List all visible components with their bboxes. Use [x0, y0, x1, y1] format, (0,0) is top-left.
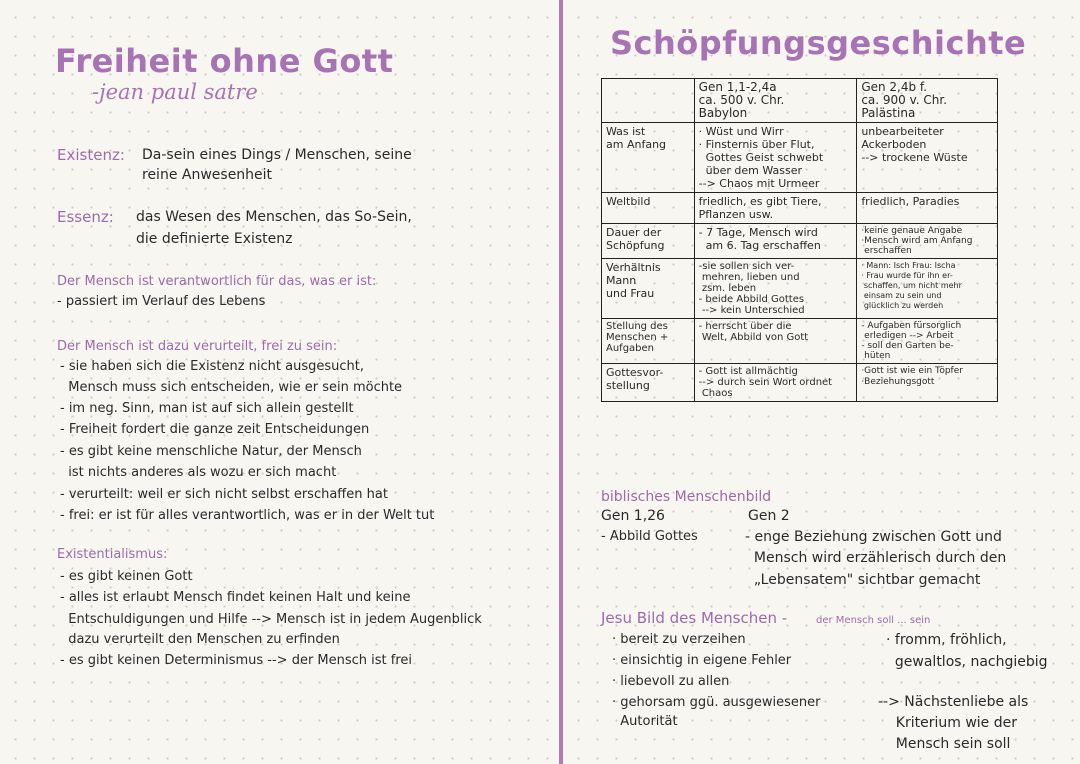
cell-line: - Gott ist allmächtig: [698, 366, 798, 377]
cell-line: - soll den Garten be-: [861, 341, 954, 351]
cell-line: hüten: [861, 351, 891, 361]
row-cell-gen1: [694, 319, 857, 364]
label-line: Weltbild: [606, 195, 651, 208]
cell-line: - beide Abbild Gottes: [698, 294, 805, 305]
menschenbild-heading: biblisches Menschenbild: [601, 489, 772, 505]
label-line: und Frau: [606, 287, 655, 300]
row-cell-gen2: [857, 364, 998, 402]
cell-line: ·keine genaue Angabe: [861, 226, 963, 236]
cell-line: · Finsternis über Flut,: [698, 138, 815, 151]
cell-line: --> Chaos mit Urmeer: [698, 177, 820, 190]
cell-line: zsm. leben: [698, 283, 757, 294]
row-label: [602, 123, 695, 193]
table-row: [602, 193, 998, 224]
cell-line: Welt, Abbild von Gott: [698, 332, 809, 343]
table-header-gen2: [857, 79, 998, 123]
naechstenliebe-line: Mensch sein soll: [878, 736, 1011, 752]
existenz-label: Existenz:: [57, 146, 125, 164]
verantwortlich-heading: Der Mensch ist verantwortlich für das, was er ist:: [57, 274, 377, 289]
existenz-line-1: Da-sein eines Dings / Menschen, seine: [142, 147, 412, 163]
cell-line: friedlich, Paradies: [861, 195, 960, 208]
row-cell-gen2: [857, 259, 998, 319]
label-line: Menschen +: [606, 332, 669, 343]
jesu-heading: Jesu Bild des Menschen -: [601, 609, 788, 627]
verurteilt-item: - frei: er ist für alles verantwortlich, was er in der Welt tut: [60, 508, 435, 523]
row-label: [602, 224, 695, 259]
row-cell-gen2: [857, 224, 998, 259]
jesu-left-item: · gehorsam ggü. ausgewiesener: [612, 695, 821, 710]
gen2-line: „Lebensatem" sichtbar gemacht: [745, 572, 981, 588]
jesu-right-item: gewaltlos, nachgiebig: [886, 654, 1048, 670]
cell-line: glücklich zu werden: [861, 301, 944, 310]
abbild-text: - Abbild Gottes: [601, 529, 698, 544]
row-label: [602, 364, 695, 402]
cell-line: friedlich, es gibt Tiere,: [698, 195, 822, 208]
table-row: [602, 259, 998, 319]
existentialismus-heading: Existentialismus:: [57, 547, 168, 562]
cell-line: erledigen --> Arbeit: [861, 331, 954, 341]
left-subtitle: -jean paul satre: [92, 80, 258, 104]
notebook-spine: [559, 0, 563, 764]
row-cell-gen1: [694, 224, 857, 259]
header-line: Babylon: [698, 106, 748, 120]
cell-line: ·Beziehungsgott: [861, 377, 935, 387]
header-line: Palästina: [861, 106, 916, 120]
cell-line: --> kein Unterschied: [698, 305, 805, 316]
table-row: [602, 319, 998, 364]
row-label: [602, 193, 695, 224]
cell-line: - 7 Tage, Mensch wird: [698, 226, 818, 239]
row-label: [602, 259, 695, 319]
verurteilt-heading: Der Mensch ist dazu verurteilt, frei zu sein:: [57, 339, 338, 354]
row-cell-gen2: [857, 123, 998, 193]
cell-line: mehren, lieben und: [698, 272, 800, 283]
essenz-label: Essenz:: [57, 208, 114, 226]
creation-comparison-table: [601, 78, 998, 402]
cell-line: erschaffen: [861, 246, 912, 256]
cell-line: Pflanzen usw.: [698, 208, 774, 221]
cell-line: --> durch sein Wort ordnet: [698, 377, 833, 388]
jesu-left-item: · bereit zu verzeihen: [612, 632, 746, 647]
cell-line: - Aufgaben fürsorglich: [861, 321, 962, 331]
verurteilt-item: ist nichts anderes als wozu er sich macht: [60, 465, 337, 480]
label-line: Verhältnis: [606, 261, 661, 274]
verurteilt-item: - verurteilt: weil er sich nicht selbst erschaffen hat: [60, 487, 388, 502]
cell-line: über dem Wasser: [698, 164, 803, 177]
cell-line: --> trockene Wüste: [861, 151, 968, 164]
table-header-empty: [602, 79, 695, 123]
table-header-row: [602, 79, 998, 123]
verurteilt-item: Mensch muss sich entscheiden, wie er sein möchte: [60, 380, 403, 395]
header-line: Gen 2,4b f.: [861, 80, 928, 94]
cell-line: · Wüst und Wirr: [698, 125, 784, 138]
cell-line: unbearbeiteter: [861, 125, 944, 138]
label-line: Aufgaben: [606, 343, 655, 354]
gen2-line: - enge Beziehung zwischen Gott und: [745, 529, 1002, 545]
existenz-line-2: reine Anwesenheit: [142, 167, 273, 183]
existentialismus-item: Entschuldigungen und Hilfe --> Mensch ist in jedem Augenblick: [60, 612, 482, 627]
header-line: ca. 900 v. Chr.: [861, 93, 948, 107]
jesu-left-item: · einsichtig in eigene Fehler: [612, 653, 792, 668]
row-cell-gen2: [857, 319, 998, 364]
jesu-left-item: · liebevoll zu allen: [612, 674, 730, 689]
existentialismus-item: - alles ist erlaubt Mensch findet keinen Halt und keine: [60, 590, 411, 605]
label-line: am Anfang: [606, 138, 667, 151]
right-title: Schöpfungsgeschichte: [610, 24, 1027, 62]
row-cell-gen1: [694, 193, 857, 224]
row-cell-gen1: [694, 259, 857, 319]
label-line: stellung: [606, 379, 650, 392]
cell-line: ·Mensch wird am Anfang: [861, 236, 973, 246]
cell-line: am 6. Tag erschaffen: [698, 239, 821, 252]
header-line: Gen 1,1-2,4a: [698, 80, 777, 94]
left-title: Freiheit ohne Gott: [55, 42, 394, 80]
naechstenliebe-line: Kriterium wie der: [878, 715, 1017, 731]
existentialismus-item: - es gibt keinen Determinismus --> der Mensch ist frei: [60, 653, 413, 668]
existentialismus-item: dazu verurteilt den Menschen zu erfinden: [60, 632, 340, 647]
verurteilt-item: - im neg. Sinn, man ist auf sich allein gestellt: [60, 401, 354, 416]
row-label: [602, 319, 695, 364]
cell-line: einsam zu sein und: [861, 291, 942, 300]
label-line: Dauer der: [606, 226, 662, 239]
label-line: Stellung des: [606, 321, 668, 332]
verurteilt-item: - es gibt keine menschliche Natur, der Mensch: [60, 444, 362, 459]
gen126-label: Gen 1,26: [601, 508, 665, 524]
label-line: Was ist: [606, 125, 646, 138]
cell-line: schaffen, um nicht mehr: [861, 281, 962, 290]
cell-line: Gottes Geist schwebt: [698, 151, 824, 164]
table-row: [602, 123, 998, 193]
verurteilt-item: - Freiheit fordert die ganze zeit Entscheidungen: [60, 422, 370, 437]
cell-line: Chaos: [698, 388, 733, 399]
naechstenliebe-line: --> Nächstenliebe als: [878, 694, 1029, 710]
table-header-gen1: [694, 79, 857, 123]
row-cell-gen1: [694, 123, 857, 193]
label-line: Schöpfung: [606, 239, 665, 252]
cell-line: - herrscht über die: [698, 321, 792, 332]
header-line: ca. 500 v. Chr.: [698, 93, 785, 107]
table-row: [602, 364, 998, 402]
jesu-subheading: der Mensch soll ... sein: [816, 615, 931, 626]
jesu-left-item: Autorität: [612, 714, 678, 729]
label-line: Gottesvor-: [606, 366, 664, 379]
cell-line: ·Gott ist wie ein Töpfer: [861, 366, 963, 376]
row-cell-gen2: [857, 193, 998, 224]
essenz-line-2: die definierte Existenz: [136, 231, 293, 247]
label-line: Mann: [606, 274, 637, 287]
cell-line: · Mann: Isch Frau: Ischa: [861, 261, 956, 270]
verurteilt-item: - sie haben sich die Existenz nicht ausgesucht,: [60, 359, 364, 374]
existentialismus-item: - es gibt keinen Gott: [60, 569, 193, 584]
row-cell-gen1: [694, 364, 857, 402]
verantwortlich-item: - passiert im Verlauf des Lebens: [57, 294, 266, 309]
essenz-line-1: das Wesen des Menschen, das So-Sein,: [136, 209, 412, 225]
gen2-label: Gen 2: [748, 508, 790, 524]
gen2-line: Mensch wird erzählerisch durch den: [745, 550, 1007, 566]
cell-line: -sie sollen sich ver-: [698, 261, 795, 272]
cell-line: Ackerboden: [861, 138, 927, 151]
table-row: [602, 224, 998, 259]
cell-line: · Frau wurde für ihn er-: [861, 271, 953, 280]
jesu-right-item: · fromm, fröhlich,: [886, 632, 1007, 648]
